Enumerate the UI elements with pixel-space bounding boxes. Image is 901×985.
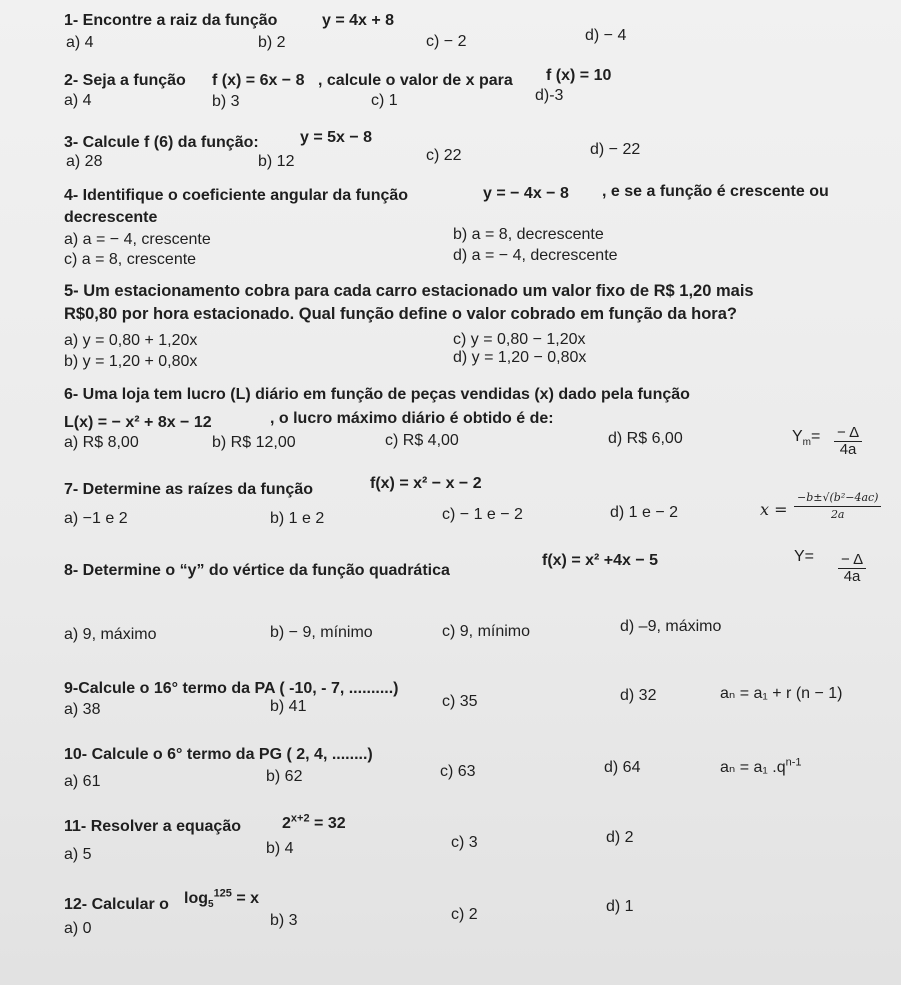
q12-option-b: b) 3: [270, 912, 298, 929]
q12-option-c: c) 2: [451, 906, 478, 923]
q6-formula-fraction: $\frac{- \Delta}{4a}$: [834, 425, 862, 458]
q8-formula-hint: Y=: [794, 548, 815, 565]
q3-expr: y = 5x − 8: [300, 129, 373, 146]
q9-title: 9-Calcule o 16° termo da PA ( -10, - 7, ..........): [64, 680, 399, 697]
q12-option-a: a) 0: [64, 920, 92, 937]
q4-title: 4- Identifique o coeficiente angular da função: [64, 187, 409, 204]
q4-option-a: a) a = − 4, crescente: [64, 231, 211, 248]
q2-option-a: a) 4: [64, 92, 92, 109]
q6-option-c: c) R$ 4,00: [385, 432, 459, 449]
q12-option-d: d) 1: [606, 898, 634, 915]
q1-title: 1- Encontre a raiz da função: [64, 12, 278, 29]
q6-rest: , o lucro máximo diário é obtido é de:: [270, 410, 554, 427]
q9-option-c: c) 35: [442, 693, 478, 710]
q11-title: 11- Resolver a equação: [64, 818, 241, 835]
q9-option-a: a) 38: [64, 701, 101, 718]
q7-option-b: b) 1 e 2: [270, 510, 325, 527]
q7-option-d: d) 1 e − 2: [610, 504, 679, 521]
q8-expr: f(x) = x² +4x − 5: [542, 552, 659, 569]
q12-title: 12- Calcular o: [64, 896, 169, 913]
q10-option-c: c) 63: [440, 763, 476, 780]
q8-title: 8- Determine o “y” do vértice da função quadrática: [64, 562, 450, 579]
q11-expr: $2^{x+2} = 32$: [282, 812, 346, 832]
q7-option-a: a) −1 e 2: [64, 510, 128, 527]
q6-option-b: b) R$ 12,00: [212, 434, 296, 451]
q11-option-a: a) 5: [64, 846, 92, 863]
q5-option-d: d) y = 1,20 − 0,80x: [453, 349, 587, 366]
q6-formula-hint: $Y_m=$: [792, 428, 821, 449]
q6-line1: 6- Uma loja tem lucro (L) diário em função de peças vendidas (x) dado pela função: [64, 386, 690, 403]
q4-option-b: b) a = 8, decrescente: [453, 226, 604, 243]
q5-line2: R$0,80 por hora estacionado. Qual função define o valor cobrado em função da hora?: [64, 305, 737, 323]
q2-option-b: b) 3: [212, 93, 240, 110]
q7-formula-hint: x =: [760, 500, 788, 519]
q8-option-c: c) 9, mínimo: [442, 623, 531, 640]
q4-expr: y = − 4x − 8: [483, 185, 569, 202]
q1-option-c: c) − 2: [426, 33, 467, 50]
q4-rest: , e se a função é crescente ou: [602, 183, 829, 200]
q2-mid: , calcule o valor de x para: [318, 72, 513, 89]
q4-line2: decrescente: [64, 209, 158, 226]
q10-formula-hint: aₙ = a₁ $.q^{n-1}$: [720, 756, 802, 776]
q3-title: 3- Calcule f (6) da função:: [64, 134, 259, 151]
q5-option-b: b) y = 1,20 + 0,80x: [64, 353, 198, 370]
q10-title: 10- Calcule o 6° termo da PG ( 2, 4, ........): [64, 746, 373, 763]
q5-option-a: a) y = 0,80 + 1,20x: [64, 332, 198, 349]
q3-option-c: c) 22: [426, 147, 462, 164]
q12-expr: $\log_5^{125} = x$: [184, 887, 260, 911]
q2-expr1: f (x) = 6x − 8: [212, 72, 305, 89]
q5-option-c: c) y = 0,80 − 1,20x: [453, 331, 586, 348]
q2-title: 2- Seja a função: [64, 72, 186, 89]
q1-expr: y = 4x + 8: [322, 12, 395, 29]
q7-expr: f(x) = x² − x − 2: [370, 475, 482, 492]
q7-title: 7- Determine as raízes da função: [64, 481, 313, 498]
q4-option-c: c) a = 8, crescente: [64, 251, 197, 268]
q3-option-d: d) − 22: [590, 141, 641, 158]
q2-option-d: d)-3: [535, 87, 564, 104]
q9-formula-hint: aₙ = a₁ + r (n − 1): [720, 685, 843, 702]
q6-option-d: d) R$ 6,00: [608, 430, 683, 447]
q11-option-b: b) 4: [266, 840, 294, 857]
q1-option-a: a) 4: [66, 34, 94, 51]
q8-formula-fraction: $\frac{- \Delta}{4a}$: [838, 552, 866, 585]
q3-option-a: a) 28: [66, 153, 103, 170]
q8-option-b: b) − 9, mínimo: [270, 624, 373, 641]
q10-option-d: d) 64: [604, 759, 641, 776]
q11-option-d: d) 2: [606, 829, 634, 846]
q3-option-b: b) 12: [258, 153, 295, 170]
q6-expr: L(x) = − x² + 8x − 12: [64, 414, 212, 431]
q11-option-c: c) 3: [451, 834, 478, 851]
q10-option-b: b) 62: [266, 768, 303, 785]
q8-option-a: a) 9, máximo: [64, 626, 157, 643]
q2-option-c: c) 1: [371, 92, 398, 109]
q9-option-b: b) 41: [270, 698, 307, 715]
q7-option-c: c) − 1 e − 2: [442, 506, 523, 523]
q10-option-a: a) 61: [64, 773, 101, 790]
q8-option-d: d) –9, máximo: [620, 618, 722, 635]
q1-option-d: d) − 4: [585, 27, 627, 44]
q6-option-a: a) R$ 8,00: [64, 434, 139, 451]
q2-expr2: f (x) = 10: [546, 67, 612, 84]
q9-option-d: d) 32: [620, 687, 657, 704]
q5-line1: 5- Um estacionamento cobra para cada carro estacionado um valor fixo de R$ 1,20 mais: [64, 282, 754, 300]
q4-option-d: d) a = − 4, decrescente: [453, 247, 618, 264]
q1-option-b: b) 2: [258, 34, 286, 51]
q7-formula-fraction: $\frac{\text{−b±√(b²−4ac)}}{2a}$: [794, 490, 881, 523]
